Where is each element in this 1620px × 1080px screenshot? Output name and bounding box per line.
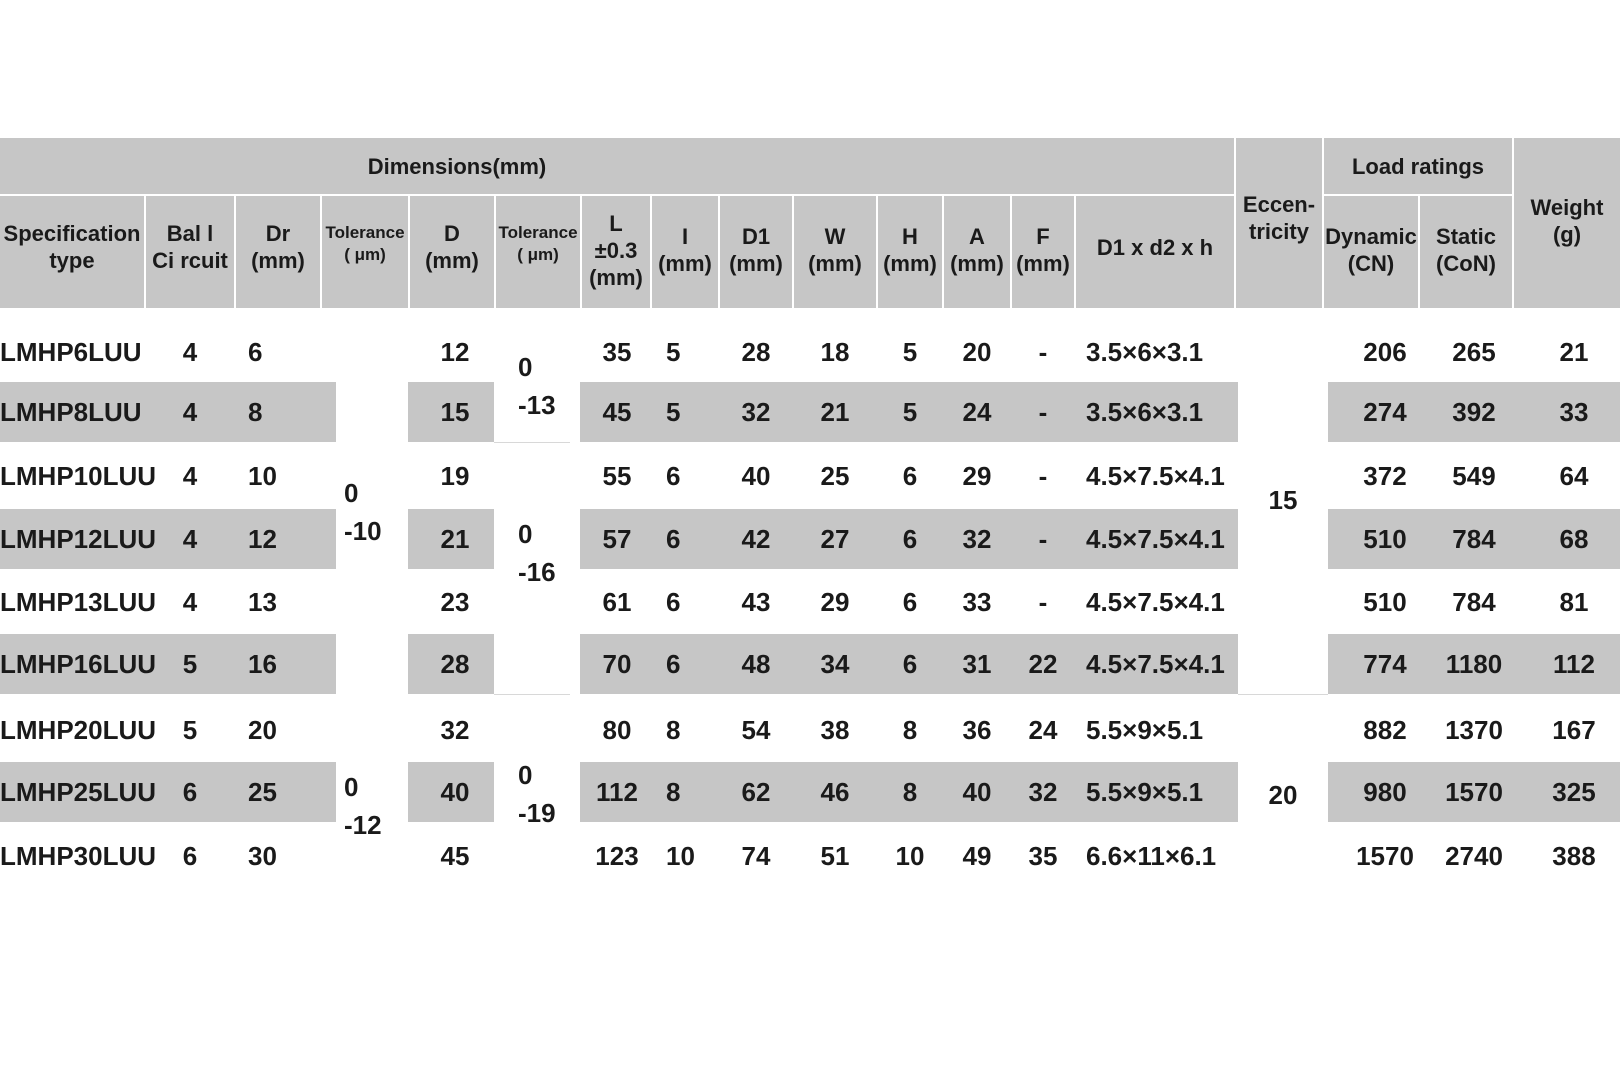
w-cell: 27 <box>820 524 850 554</box>
f-cell: 22 <box>1028 649 1058 679</box>
d1d2h-cell: 5.5×9×5.1 <box>1086 715 1204 745</box>
d-cell: 19 <box>440 461 470 491</box>
dr-cell: 10 <box>248 461 277 491</box>
d-cell: 32 <box>440 715 470 745</box>
l-cell: 112 <box>596 777 638 807</box>
dynamic-cell: 882 <box>1363 715 1407 745</box>
static-cell: 549 <box>1452 461 1496 491</box>
d1d2h-cell: 5.5×9×5.1 <box>1086 777 1204 807</box>
tolerance-dr-cell: 0 -10 <box>344 478 382 546</box>
d1d2h-cell: 3.5×6×3.1 <box>1086 337 1204 367</box>
weight-cell: 81 <box>1559 587 1589 617</box>
eccentricity-cell: 20 <box>1268 780 1298 810</box>
i-cell: 10 <box>666 841 695 871</box>
d1-cell: 42 <box>741 524 771 554</box>
a-cell: 24 <box>962 397 992 427</box>
f-cell: - <box>1038 587 1048 617</box>
f-cell: - <box>1038 337 1048 367</box>
h-cell: 8 <box>902 715 918 745</box>
w-cell: 21 <box>820 397 850 427</box>
dynamic-cell: 510 <box>1363 524 1407 554</box>
a-cell: 29 <box>962 461 992 491</box>
weight-cell: 68 <box>1559 524 1589 554</box>
d-cell: 40 <box>440 777 470 807</box>
header-load-ratings: Load ratings <box>1351 153 1484 179</box>
header-i: I (mm) <box>658 224 712 276</box>
d-cell: 21 <box>440 524 470 554</box>
d-cell: 28 <box>440 649 470 679</box>
w-cell: 34 <box>820 649 850 679</box>
d1d2h-cell: 4.5×7.5×4.1 <box>1086 461 1225 491</box>
dr-cell: 30 <box>248 841 277 871</box>
spec-type-cell: LMHP13LUU <box>0 587 157 617</box>
l-cell: 80 <box>602 715 632 745</box>
weight-cell: 33 <box>1559 397 1589 427</box>
i-cell: 8 <box>666 715 681 745</box>
header-d1: D1 (mm) <box>729 224 783 276</box>
tolerance-d-cell: 0 -19 <box>518 760 556 828</box>
dr-cell: 6 <box>248 337 263 367</box>
dynamic-cell: 980 <box>1363 777 1407 807</box>
static-cell: 1370 <box>1445 715 1503 745</box>
h-cell: 8 <box>902 777 918 807</box>
d-cell: 23 <box>440 587 470 617</box>
spec-type-cell: LMHP6LUU <box>0 337 142 367</box>
d1-cell: 43 <box>741 587 771 617</box>
dynamic-cell: 274 <box>1363 397 1407 427</box>
header-d1d2h: D1 x d2 x h <box>1096 234 1214 260</box>
header-static: Static (CoN) <box>1436 224 1496 276</box>
static-cell: 784 <box>1452 587 1496 617</box>
ball-circuit-cell: 4 <box>182 337 198 367</box>
static-cell: 392 <box>1452 397 1496 427</box>
static-cell: 265 <box>1452 337 1496 367</box>
i-cell: 8 <box>666 777 681 807</box>
h-cell: 6 <box>902 649 918 679</box>
ball-circuit-cell: 4 <box>182 587 198 617</box>
d1-cell: 54 <box>741 715 771 745</box>
d1-cell: 48 <box>741 649 771 679</box>
d1d2h-cell: 4.5×7.5×4.1 <box>1086 587 1225 617</box>
header-dimensions: Dimensions(mm) <box>367 153 547 179</box>
d-cell: 45 <box>440 841 470 871</box>
spec-type-cell: LMHP8LUU <box>0 397 142 427</box>
l-cell: 61 <box>602 587 632 617</box>
l-cell: 35 <box>602 337 632 367</box>
a-cell: 36 <box>962 715 992 745</box>
d1-cell: 62 <box>741 777 771 807</box>
ball-circuit-cell: 4 <box>182 397 198 427</box>
w-cell: 25 <box>820 461 850 491</box>
d-cell: 15 <box>440 397 470 427</box>
weight-cell: 112 <box>1553 649 1595 679</box>
weight-cell: 167 <box>1552 715 1596 745</box>
ball-circuit-cell: 4 <box>182 461 198 491</box>
dr-cell: 20 <box>248 715 277 745</box>
a-cell: 20 <box>962 337 992 367</box>
header-h: H (mm) <box>883 224 937 276</box>
a-cell: 49 <box>962 841 992 871</box>
f-cell: - <box>1038 461 1048 491</box>
f-cell: - <box>1038 524 1048 554</box>
spec-type-cell: LMHP25LUU <box>0 777 157 807</box>
i-cell: 6 <box>666 461 681 491</box>
header-dynamic: Dynamic (CN) <box>1325 224 1417 276</box>
divider <box>1238 694 1328 695</box>
ball-circuit-cell: 5 <box>182 715 198 745</box>
w-cell: 38 <box>820 715 850 745</box>
i-cell: 6 <box>666 524 681 554</box>
tolerance-dr-cell: 0 -12 <box>344 772 382 840</box>
d1d2h-cell: 4.5×7.5×4.1 <box>1086 524 1225 554</box>
f-cell: 35 <box>1028 841 1058 871</box>
l-cell: 57 <box>602 524 632 554</box>
static-cell: 2740 <box>1445 841 1503 871</box>
d1-cell: 40 <box>741 461 771 491</box>
f-cell: 24 <box>1028 715 1058 745</box>
header-l: L ±0.3 (mm) <box>589 210 643 290</box>
dr-cell: 13 <box>248 587 277 617</box>
header-a: A (mm) <box>950 224 1004 276</box>
spec-type-cell: LMHP30LUU <box>0 841 157 871</box>
i-cell: 6 <box>666 587 681 617</box>
h-cell: 6 <box>902 524 918 554</box>
header-eccentricity: Eccen- tricity <box>1242 192 1316 244</box>
spec-type-cell: LMHP20LUU <box>0 715 157 745</box>
spec-type-cell: LMHP12LUU <box>0 524 157 554</box>
i-cell: 5 <box>666 337 681 367</box>
a-cell: 32 <box>962 524 992 554</box>
weight-cell: 388 <box>1552 841 1596 871</box>
header-tolerance-d: Tolerance ( μm) <box>498 223 578 264</box>
h-cell: 6 <box>902 587 918 617</box>
dr-cell: 16 <box>248 649 277 679</box>
i-cell: 6 <box>666 649 681 679</box>
d-cell: 12 <box>440 337 470 367</box>
w-cell: 29 <box>820 587 850 617</box>
dynamic-cell: 510 <box>1363 587 1407 617</box>
l-cell: 70 <box>602 649 632 679</box>
l-cell: 55 <box>602 461 632 491</box>
dr-cell: 8 <box>248 397 263 427</box>
eccentricity-cell: 15 <box>1268 485 1298 515</box>
d1-cell: 74 <box>741 841 771 871</box>
weight-cell: 64 <box>1559 461 1589 491</box>
header-w: W (mm) <box>808 224 862 276</box>
d1-cell: 32 <box>741 397 771 427</box>
ball-circuit-cell: 6 <box>182 777 198 807</box>
header-tolerance-dr: Tolerance ( μm) <box>325 223 405 264</box>
d1d2h-cell: 4.5×7.5×4.1 <box>1086 649 1225 679</box>
ball-circuit-cell: 4 <box>182 524 198 554</box>
l-cell: 45 <box>602 397 632 427</box>
i-cell: 5 <box>666 397 681 427</box>
divider <box>494 442 570 443</box>
d1-cell: 28 <box>741 337 771 367</box>
d1d2h-cell: 6.6×11×6.1 <box>1086 841 1217 871</box>
a-cell: 33 <box>962 587 992 617</box>
d1d2h-cell: 3.5×6×3.1 <box>1086 397 1204 427</box>
tolerance-d-cell: 0 -16 <box>518 519 556 587</box>
w-cell: 46 <box>820 777 850 807</box>
static-cell: 1570 <box>1445 777 1503 807</box>
dynamic-cell: 774 <box>1363 649 1407 679</box>
static-cell: 1180 <box>1445 649 1503 679</box>
dynamic-cell: 206 <box>1363 337 1407 367</box>
header-weight: Weight (g) <box>1530 195 1604 247</box>
weight-cell: 325 <box>1552 777 1596 807</box>
ball-circuit-cell: 5 <box>182 649 198 679</box>
header-d: D (mm) <box>425 221 479 273</box>
dynamic-cell: 372 <box>1363 461 1407 491</box>
dr-cell: 25 <box>248 777 277 807</box>
header-ball-circuit: Bal l Ci rcuit <box>152 221 228 273</box>
f-cell: - <box>1038 397 1048 427</box>
a-cell: 40 <box>962 777 992 807</box>
spec-type-cell: LMHP10LUU <box>0 461 157 491</box>
header-f: F (mm) <box>1016 224 1070 276</box>
w-cell: 18 <box>820 337 850 367</box>
spec-type-cell: LMHP16LUU <box>0 649 157 679</box>
l-cell: 123 <box>595 841 639 871</box>
h-cell: 10 <box>895 841 925 871</box>
h-cell: 6 <box>902 461 918 491</box>
header-spec-type: Specification type <box>3 221 141 273</box>
h-cell: 5 <box>902 397 918 427</box>
weight-cell: 21 <box>1559 337 1589 367</box>
dr-cell: 12 <box>248 524 277 554</box>
divider <box>494 694 570 695</box>
w-cell: 51 <box>820 841 850 871</box>
h-cell: 5 <box>902 337 918 367</box>
dynamic-cell: 1570 <box>1356 841 1414 871</box>
ball-circuit-cell: 6 <box>182 841 198 871</box>
f-cell: 32 <box>1028 777 1058 807</box>
static-cell: 784 <box>1452 524 1496 554</box>
header-dr: Dr (mm) <box>251 221 305 273</box>
a-cell: 31 <box>962 649 992 679</box>
tolerance-d-cell: 0 -13 <box>518 352 556 420</box>
